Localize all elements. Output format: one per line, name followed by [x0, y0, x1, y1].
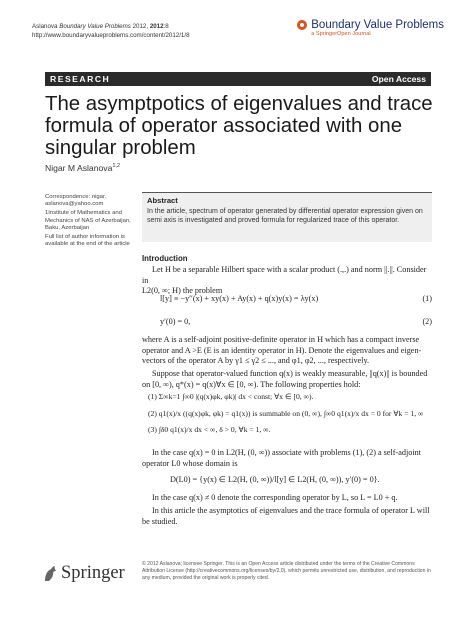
correspondence-sidebar: [45, 194, 133, 250]
citation-header: [32, 23, 190, 40]
author-line: [45, 163, 120, 173]
journal-subtitle: a SpringerOpen Journal: [311, 31, 371, 37]
paper-title: The asymptpotics of eigenvalues and trace formula of operator associated with one singular problem: [45, 93, 433, 159]
conditions-list: [148, 392, 432, 436]
open-access-label: Open Access: [371, 74, 426, 84]
section-heading: Introduction: [142, 254, 188, 263]
springer-horse-icon: [42, 565, 58, 583]
correspondence-email[interactable]: aslanova@yahoo.com: [45, 201, 104, 208]
condition-item: (2) q1(x)/x ((q(x)φk, φk) = q1(x)) is summable on (0, ∞), ∫∞0 q1(x)/x dx = 0 for ∀k = 1, ∞: [148, 408, 424, 418]
article-type-banner: [45, 72, 431, 86]
paragraph-4: In the case q(x) = 0 in L2(H, (0, ∞)) associate with problems (1), (2) a self-adjoint operator L0 whose domain is: [142, 448, 421, 468]
abstract-box: [142, 192, 432, 242]
author-affiliation-sup: 1,2: [112, 163, 121, 170]
abstract-heading: Abstract: [147, 196, 178, 205]
springer-logo: [42, 563, 125, 584]
paragraph-3: Suppose that operator-valued function q(x) is weakly measurable, ||q(x)|| is bounded on [0, ∞), q*(x) = q(x)∀x ∈ [0, ∞). The following properties hold:: [142, 369, 428, 389]
article-type: RESEARCH: [50, 74, 111, 84]
equation-2: y′(0) = 0, (2): [160, 317, 432, 326]
license-note: © 2012 Aslanova; licensee Springer. This is an Open Access article distributed under the terms of the Creative Commons Attribution License (http://creativecommons.org/licenses/by/2.0), which permits unrestricted use, distribution, and reproduction in any medium, provided the original work is properly cited.: [142, 561, 431, 581]
paragraph-6: In this article the asymptotics of eigenvalues and the trace formula of operator L will be studied.: [142, 506, 430, 526]
equation-3: D(L0) = {y(x) ∈ L2(H, (0, ∞))/l[y] ∈ L2(H, (0, ∞)), y′(0) = 0}.: [170, 475, 380, 484]
condition-item: (3) ∫δ0 q1(x)/x dx < ∞, δ > 0, ∀k = 1, ∞.: [148, 425, 271, 435]
journal-logo-icon: [297, 20, 307, 30]
author-name: Nigar M Aslanova: [45, 163, 113, 173]
paragraph-2: where A is a self-adjoint positive-definite operator in H which has a compact inverse operator and A >E (E is an identity operator in H). Denote the eigenvalues and eigen- vectors of the operator A by γ1 ≤ γ2 ≤ ..., and φ1, φ2, ..., respectively.: [142, 335, 422, 366]
equation-number: (1): [422, 294, 432, 303]
affiliation: 1Institute of Mathematics and Mechanics of NAS of Azerbaijan, Baku, Azerbaijan: [45, 210, 131, 231]
equation-number: (2): [422, 317, 432, 326]
abstract-body: In the article, spectrum of operator generated by differential operator expression given on semi axis is investigated and proved formula for regularized trace of this operator.: [147, 208, 423, 224]
journal-logo: [297, 19, 444, 37]
condition-item: (1) Σ∞k=1 ∫∞0 |(q(x)φk, φk)| dx < const; ∀x ∈ [0, ∞).: [148, 392, 314, 401]
correspondence-label: Correspondence: nigar.: [45, 194, 107, 200]
equation-1: l[y] ≡ −y′′(x) + xy(x) + Ay(x) + q(x)y(x) = λy(x) (1): [160, 294, 432, 303]
paragraph-1: Let H be a separable Hilbert space with a scalar product (.,.) and norm ||.||. Consider in L2(0, ∞; H) the problem: [142, 265, 427, 296]
journal-name: Boundary Value Problems: [311, 19, 444, 31]
author-info-note: Full list of author information is available at the end of the article: [45, 234, 130, 248]
article-url[interactable]: http://www.boundaryvalueproblems.com/content/2012/1/8: [32, 31, 190, 39]
paragraph-5: In the case q(x) ≠ 0 denote the corresponding operator by L, so L = L0 + q.: [152, 493, 398, 502]
springer-logo-text: Springer: [61, 563, 125, 583]
citation-line: Aslanova Boundary Value Problems 2012, 2012:8: [32, 23, 169, 30]
